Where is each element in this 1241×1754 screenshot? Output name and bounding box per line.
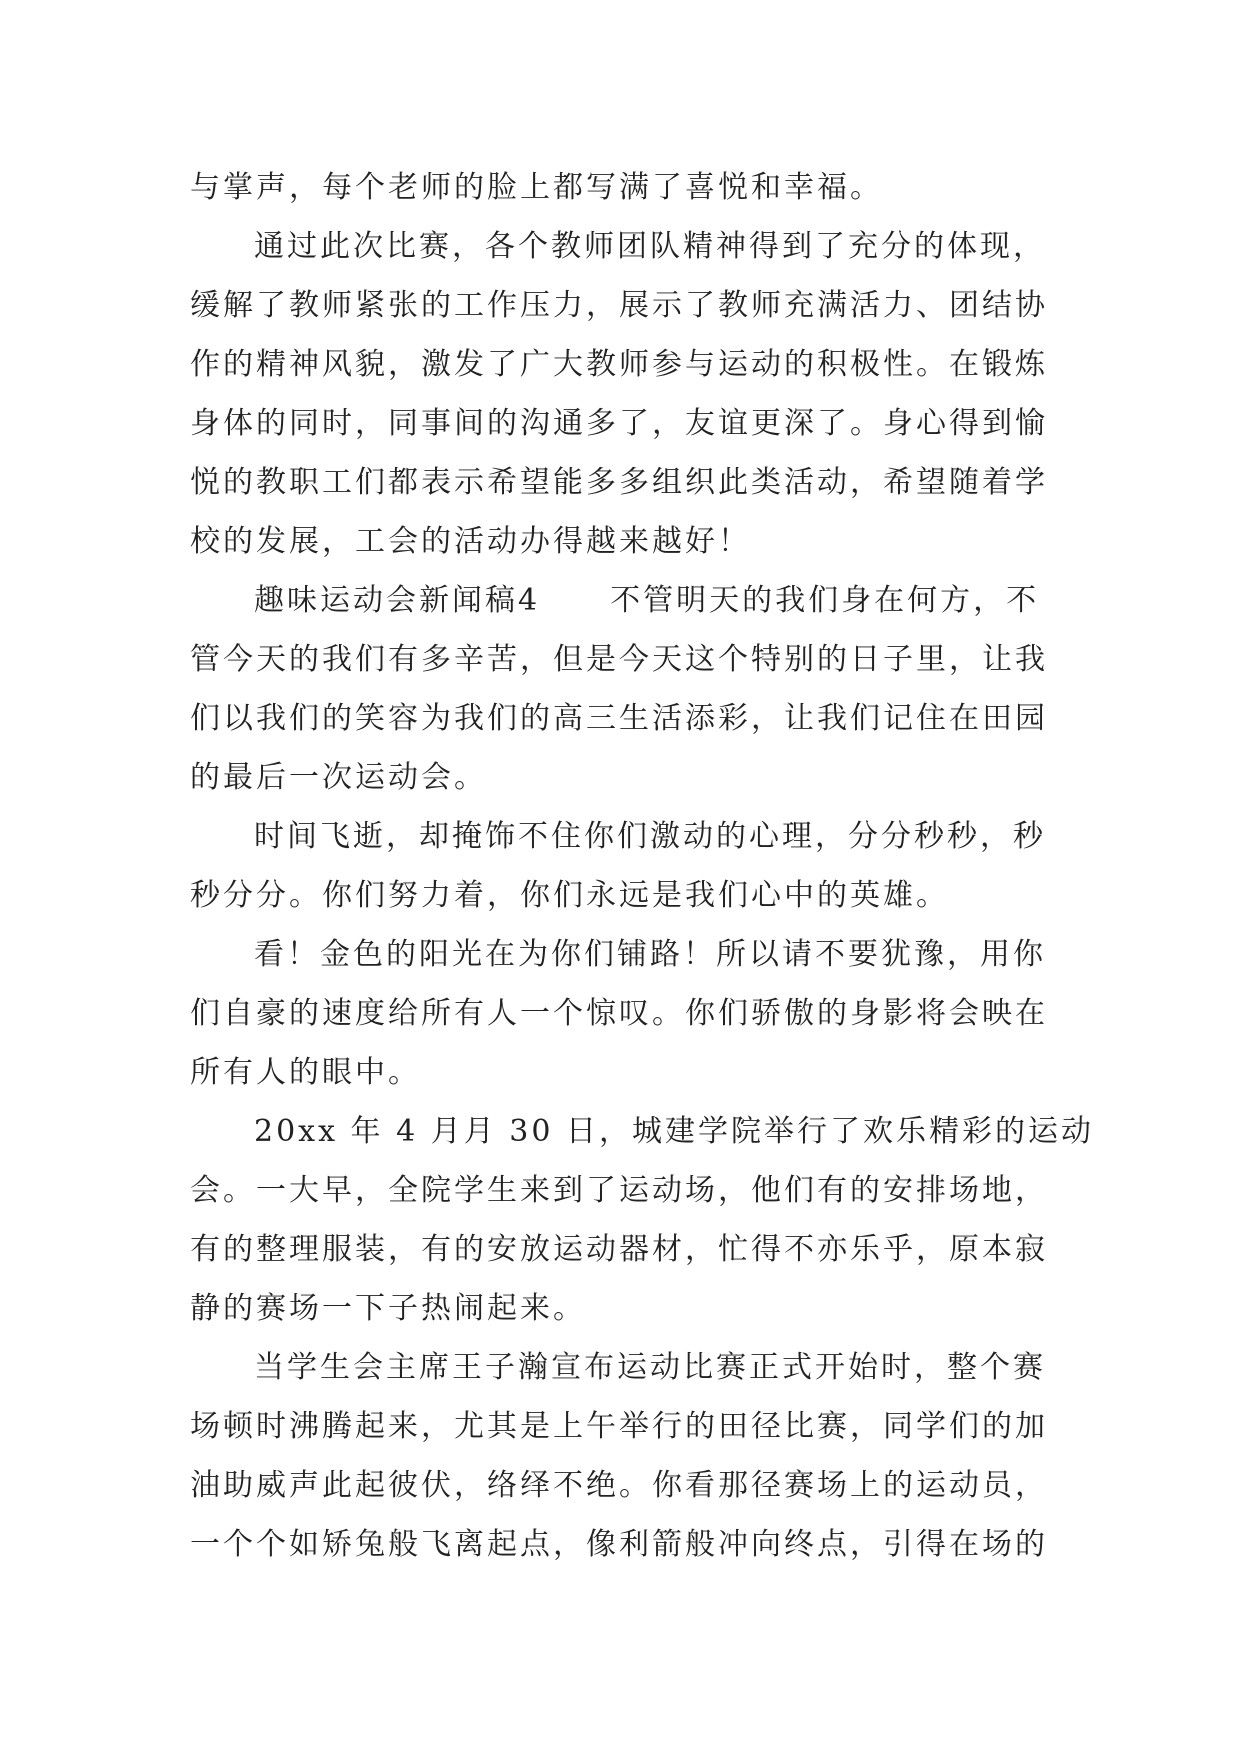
text-line: 所有人的眼中。 bbox=[190, 1055, 421, 1090]
text-line: 们以我们的笑容为我们的高三生活添彩，让我们记住在田园 bbox=[190, 701, 1048, 736]
text-line bbox=[190, 571, 1060, 630]
text-line: 油助威声此起彼伏，络绎不绝。你看那径赛场上的运动员， bbox=[190, 1468, 1048, 1503]
text-line: 通过此次比赛，各个教师团队精神得到了充分的体现， bbox=[254, 229, 1046, 264]
text-line: 静的赛场一下子热闹起来。 bbox=[190, 1291, 586, 1326]
text-line: 们自豪的速度给所有人一个惊叹。你们骄傲的身影将会映在 bbox=[190, 996, 1048, 1031]
document-body bbox=[190, 158, 1094, 1574]
text-fragment: 不管明天的我们身在何方，不 bbox=[610, 583, 1040, 618]
text-line: 看！金色的阳光在为你们铺路！所以请不要犹豫，用你 bbox=[254, 937, 1046, 972]
text-line: 秒分分。你们努力着，你们永远是我们心中的英雄。 bbox=[190, 878, 949, 913]
text-line: 作的精神风貌，激发了广大教师参与运动的积极性。在锻炼 bbox=[190, 347, 1048, 382]
text-line: 缓解了教师紧张的工作压力，展示了教师充满活力、团结协 bbox=[190, 288, 1048, 323]
text-line: 时间飞逝，却掩饰不住你们激动的心理，分分秒秒，秒 bbox=[254, 819, 1046, 854]
text-line: 场顿时沸腾起来，尤其是上午举行的田径比赛，同学们的加 bbox=[190, 1409, 1048, 1444]
text-line: 与掌声，每个老师的脸上都写满了喜悦和幸福。 bbox=[190, 170, 883, 205]
text-line: 校的发展，工会的活动办得越来越好！ bbox=[190, 524, 751, 559]
text-line: 一个个如矫兔般飞离起点，像利箭般冲向终点，引得在场的 bbox=[190, 1527, 1048, 1562]
text-line: 悦的教职工们都表示希望能多多组织此类活动，希望随着学 bbox=[190, 465, 1048, 500]
text-line: 有的整理服装，有的安放运动器材，忙得不亦乐乎，原本寂 bbox=[190, 1232, 1048, 1267]
text-line: 20xx 年 4 月月 30 日，城建学院举行了欢乐精彩的运动 bbox=[254, 1114, 1094, 1149]
text-line: 管今天的我们有多辛苦，但是今天这个特别的日子里，让我 bbox=[190, 642, 1048, 677]
text-line: 的最后一次运动会。 bbox=[190, 760, 487, 795]
text-line: 当学生会主席王子瀚宣布运动比赛正式开始时，整个赛 bbox=[254, 1350, 1046, 1385]
text-line: 身体的同时，同事间的沟通多了，友谊更深了。身心得到愉 bbox=[190, 406, 1048, 441]
section-heading: 趣味运动会新闻稿4 bbox=[254, 583, 541, 618]
text-line: 会。一大早，全院学生来到了运动场，他们有的安排场地， bbox=[190, 1173, 1048, 1208]
